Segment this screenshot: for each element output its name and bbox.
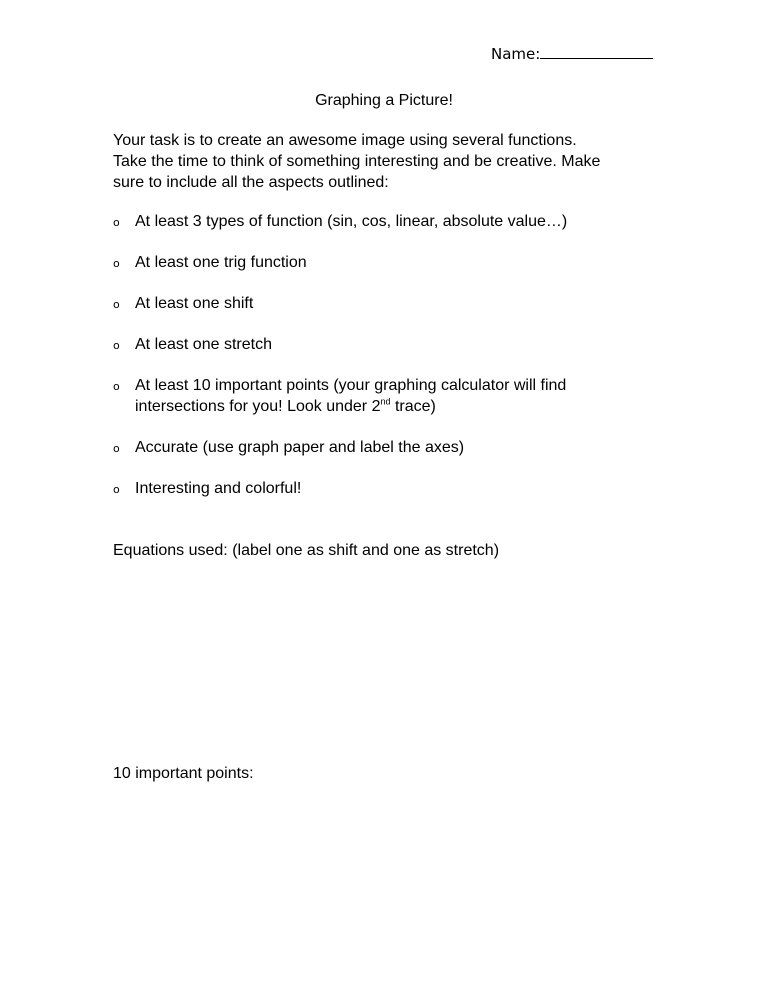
- equations-heading: Equations used: (label one as shift and one as stretch): [113, 542, 500, 559]
- intro-line: Your task is to create an awesome image using several functions.: [113, 132, 577, 149]
- bullet-icon: o: [113, 298, 120, 311]
- ordinal-superscript: nd: [380, 396, 391, 407]
- list-item: [113, 211, 673, 232]
- requirements-list: [113, 211, 673, 519]
- list-item-text: Accurate (use graph paper and label the axes): [135, 439, 465, 456]
- intro-line: Take the time to think of something interesting and be creative. Make: [113, 153, 601, 170]
- intro-paragraph: [113, 130, 673, 193]
- list-item-text: At least 10 important points (your graphing calculator will find: [135, 377, 567, 394]
- name-field: [491, 44, 653, 64]
- list-item-text: At least one shift: [135, 295, 254, 312]
- bullet-icon: o: [113, 216, 120, 229]
- list-item: [113, 252, 673, 273]
- list-item-text-part: intersections for you! Look under 2: [135, 398, 381, 415]
- page-title: Graphing a Picture!: [315, 92, 453, 109]
- intro-line: sure to include all the aspects outlined:: [113, 174, 389, 191]
- bullet-icon: o: [113, 442, 120, 455]
- list-item-text: At least 3 types of function (sin, cos, linear, absolute value…): [135, 213, 568, 230]
- bullet-icon: o: [113, 380, 120, 393]
- name-blank-line: [540, 44, 653, 59]
- list-item-text: At least one stretch: [135, 336, 272, 353]
- bullet-icon: o: [113, 339, 120, 352]
- list-item: [113, 478, 673, 499]
- list-item: [113, 375, 673, 417]
- points-heading: 10 important points:: [113, 765, 254, 782]
- bullet-icon: o: [113, 483, 120, 496]
- bullet-icon: o: [113, 257, 120, 270]
- list-item: [113, 334, 673, 355]
- list-item-text-continued: [135, 396, 673, 417]
- list-item: [113, 293, 673, 314]
- list-item-text: Interesting and colorful!: [135, 480, 302, 497]
- list-item: [113, 437, 673, 458]
- name-label: Name:: [491, 45, 541, 63]
- list-item-text-part: trace): [390, 398, 436, 415]
- list-item-text: At least one trig function: [135, 254, 307, 271]
